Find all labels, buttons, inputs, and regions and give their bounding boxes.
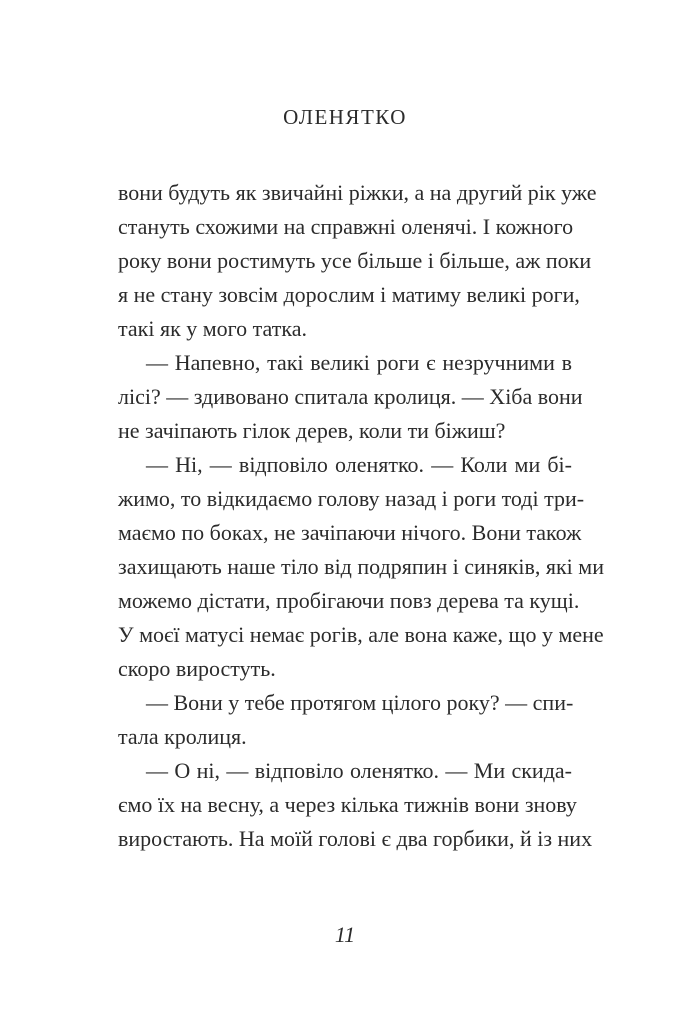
text-line: — Ні, — відповіло оленятко. — Коли ми бі- — [146, 452, 572, 477]
text-line: тала кролиця. — [118, 724, 247, 749]
text-line: такі як у мого татка. — [118, 316, 307, 341]
text-line: я не стану зовсім дорослим і матиму великі роги, — [118, 282, 580, 307]
text-line: захищають наше тіло від подряпин і синяків, які ми — [118, 554, 604, 579]
text-line: — Напевно, такі великі роги є незручними в — [146, 350, 572, 375]
text-line: жимо, то відкидаємо голову назад і роги тоді три- — [118, 486, 585, 511]
text-line: маємо по боках, не зачіпаючи нічого. Вони також — [118, 520, 582, 545]
text-line: скоро виростуть. — [118, 656, 276, 681]
running-title: ОЛЕНЯТКО — [283, 105, 407, 129]
text-line: — Вони у тебе протягом цілого року? — спи- — [146, 690, 574, 715]
text-line: лісі? — здивовано спитала кролиця. — Хіба вони — [118, 384, 583, 409]
text-line: вони будуть як звичайні ріжки, а на другий рік уже — [118, 180, 597, 205]
body-text — [118, 176, 604, 856]
text-line: ємо їх на весну, а через кілька тижнів вони знову — [118, 792, 577, 817]
text-line: можемо дістати, пробігаючи повз дерева та кущі. — [118, 588, 580, 613]
page-number: 11 — [334, 922, 356, 947]
text-line: не зачіпають гілок дерев, коли ти біжиш? — [118, 418, 506, 443]
text-line: року вони ростимуть усе більше і більше, аж поки — [118, 248, 592, 273]
text-line: — О ні, — відповіло оленятко. — Ми скида- — [146, 758, 572, 783]
text-line: виростають. На моїй голові є два горбики, й із них — [118, 826, 593, 851]
text-line: стануть схожими на справжні оленячі. І кожного — [118, 214, 574, 239]
text-line: У моєї матусі немає рогів, але вона каже, що у мене — [118, 622, 604, 647]
